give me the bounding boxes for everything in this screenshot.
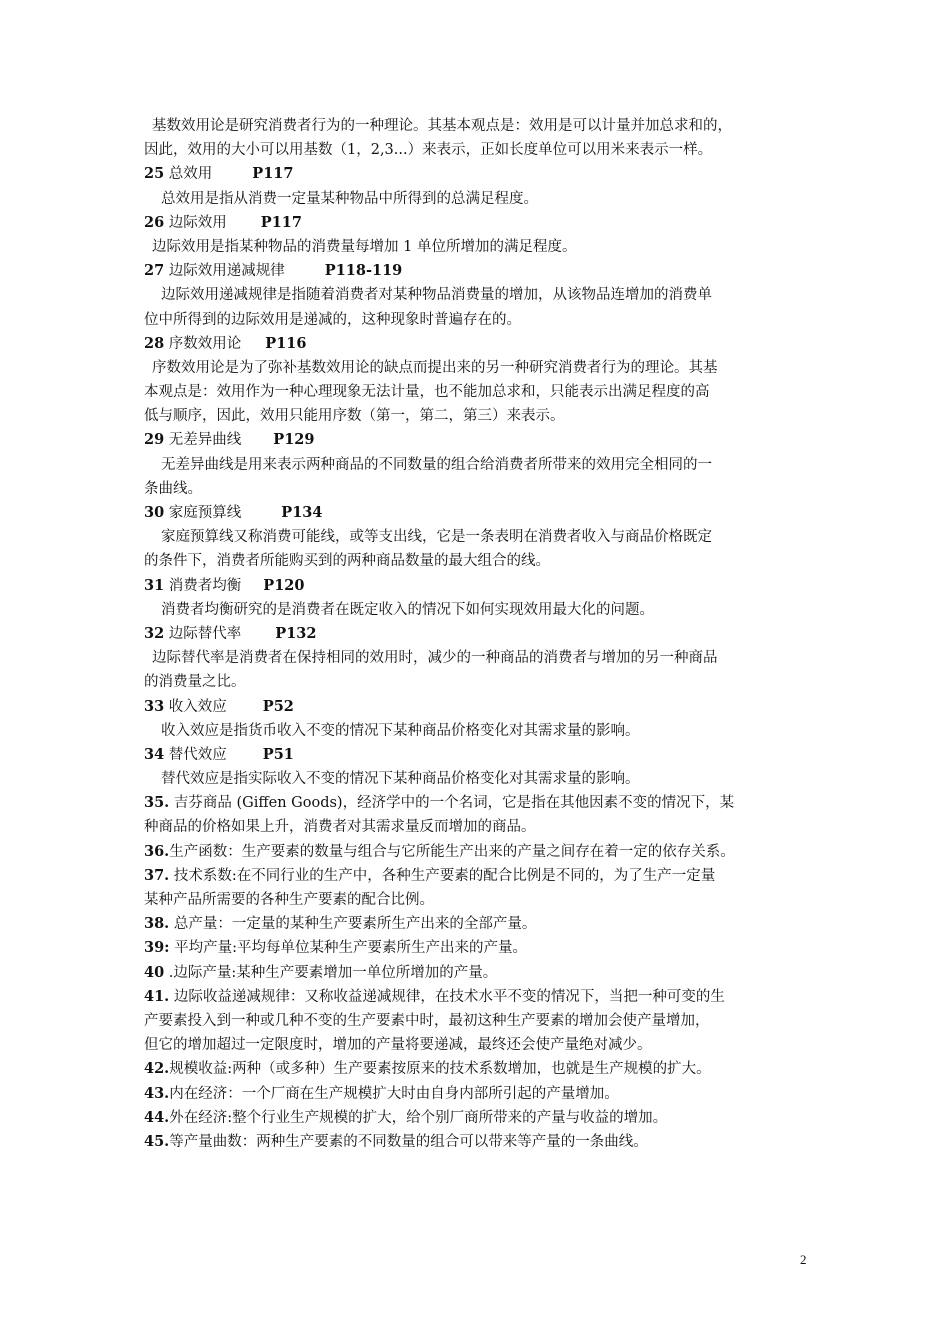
page-reference: P52 — [262, 697, 294, 715]
page-reference: P134 — [281, 504, 323, 521]
paragraph-line: 消费者均衡研究的是消费者在既定收入的情况下如何实现效用最大化的问题。 — [161, 601, 654, 618]
section-term: 消费者均衡 — [168, 577, 242, 594]
page-reference: P51 — [262, 745, 294, 763]
item-number: 45. — [144, 1132, 170, 1150]
section-heading — [144, 501, 812, 525]
item-number: 37. — [144, 866, 170, 884]
paragraph-line: 低与顺序，因此，效用只能用序数（第一，第二，第三）来表示。 — [144, 408, 565, 425]
definition-line — [144, 1057, 812, 1081]
definition-line — [144, 961, 812, 985]
item-number: 41. — [144, 987, 170, 1005]
definition-text: 等产量曲数：两种生产要素的不同数量的组合可以带来等产量的一条曲线。 — [169, 1133, 648, 1150]
section-term: 边际替代率 — [168, 625, 242, 642]
paragraph-line: 本观点是：效用作为一种心理现象无法计量，也不能加总求和，只能表示出满足程度的高 — [144, 384, 710, 401]
page-reference: P120 — [263, 576, 305, 594]
item-number: 42. — [144, 1060, 170, 1078]
paragraph-line: 种商品的价格如果上升，消费者对其需求量反而增加的商品。 — [144, 819, 536, 836]
page-number: 2 — [800, 1252, 807, 1267]
page-reference: P132 — [275, 624, 317, 642]
definition-text: 边际收益递减规律：又称收益递减规律，在技术水平不变的情况下，当把一种可变的生 — [169, 988, 725, 1005]
paragraph-line: 基数效用论是研究消费者行为的一种理论。其基本观点是：效用是可以计量并加总求和的， — [152, 118, 732, 134]
paragraph-line: 序数效用论是为了弥补基数效用论的缺点而提出来的另一种研究消费者行为的理论。其基 — [152, 359, 718, 376]
item-number: 43. — [144, 1084, 170, 1102]
section-number: 27 — [144, 262, 165, 280]
page-reference: P117 — [252, 165, 294, 183]
paragraph-line: 因此，效用的大小可以用基数（1，2,3...）来表示，正如长度单位可以用米来表示一样。 — [144, 142, 713, 159]
page-reference: P116 — [265, 334, 307, 352]
paragraph-line: 条曲线。 — [144, 480, 202, 497]
section-heading — [144, 622, 812, 646]
definition-text: 生产函数：生产要素的数量与组合与它所能生产出来的产量之间存在着一定的依存关系。 — [169, 843, 735, 860]
paragraph-line: 替代效应是指实际收入不变的情况下某种商品价格变化对其需求量的影响。 — [161, 771, 640, 788]
page-reference: P118-119 — [324, 262, 403, 280]
item-number: 38. — [144, 915, 170, 933]
document-body — [144, 114, 812, 1154]
section-number: 25 — [144, 165, 165, 183]
section-term: 无差异曲线 — [168, 432, 242, 449]
paragraph-line: 边际替代率是消费者在保持相同的效用时，减少的一种商品的消费者与增加的另一种商品 — [152, 650, 718, 667]
paragraph-line: 位中所得到的边际效用是递减的，这种现象时普遍存在的。 — [144, 311, 521, 328]
section-term: 家庭预算线 — [168, 505, 242, 521]
definition-text: .边际产量:某种生产要素增加一单位所增加的产量。 — [164, 964, 498, 981]
definition-line — [144, 1106, 812, 1130]
section-term: 替代效应 — [168, 746, 227, 763]
section-term: 边际效用递减规律 — [168, 263, 285, 280]
definition-line — [144, 936, 812, 960]
definition-line — [144, 985, 812, 1009]
section-heading — [144, 743, 812, 767]
section-term: 边际效用 — [168, 214, 227, 231]
paragraph-line: 边际效用递减规律是指随着消费者对某种物品消费量的增加，从该物品连增加的消费单 — [161, 287, 712, 304]
page-reference: P117 — [260, 213, 302, 231]
section-term: 收入效应 — [168, 698, 227, 715]
definition-text: 内在经济：一个厂商在生产规模扩大时由自身内部所引起的产量增加。 — [169, 1085, 619, 1102]
paragraph-line: 无差异曲线是用来表示两种商品的不同数量的组合给消费者所带来的效用完全相同的一 — [161, 456, 712, 473]
section-heading — [144, 574, 812, 598]
section-heading — [144, 211, 812, 235]
definition-text: 吉芬商品 (Giffen Goods)，经济学中的一个名词，它是指在其他因素不变的情况下，某 — [169, 795, 735, 812]
section-term: 总效用 — [168, 166, 213, 183]
definition-line — [144, 1130, 812, 1154]
paragraph-line: 边际效用是指某种物品的消费量每增加 1 单位所增加的满足程度。 — [152, 238, 577, 255]
section-number: 31 — [144, 576, 165, 594]
section-heading — [144, 428, 812, 452]
section-heading — [144, 162, 812, 186]
item-number: 35. — [144, 794, 170, 812]
definition-text: 技术系数:在不同行业的生产中，各种生产要素的配合比例是不同的，为了生产一定量 — [169, 867, 716, 884]
paragraph-line: 某种产品所需要的各种生产要素的配合比例。 — [144, 892, 434, 908]
definition-line — [144, 1082, 812, 1106]
definition-line — [144, 791, 812, 815]
section-number: 26 — [144, 213, 165, 231]
definition-line — [144, 840, 812, 864]
definition-line — [144, 912, 812, 936]
section-heading — [144, 695, 812, 719]
section-number: 34 — [144, 745, 165, 763]
paragraph-line: 的条件下，消费者所能购买到的两种商品数量的最大组合的线。 — [144, 553, 550, 570]
section-number: 30 — [144, 504, 165, 521]
item-number: 36. — [144, 842, 170, 860]
item-number: 39: — [144, 939, 170, 957]
section-term: 序数效用论 — [168, 335, 242, 352]
section-number: 32 — [144, 624, 165, 642]
paragraph-line: 但它的增加超过一定限度时，增加的产量将要递减，最终还会使产量绝对减少。 — [144, 1037, 652, 1054]
page-reference: P129 — [273, 431, 315, 449]
definition-line — [144, 864, 812, 888]
section-heading — [144, 259, 812, 283]
paragraph-line: 家庭预算线又称消费可能线，或等支出线，它是一条表明在消费者收入与商品价格既定 — [161, 529, 712, 546]
definition-text: 平均产量:平均每单位某种生产要素所生产出来的产量。 — [169, 940, 528, 957]
definition-text: 规模收益:两种（或多种）生产要素按原来的技术系数增加，也就是生产规模的扩大。 — [169, 1061, 711, 1078]
paragraph-line: 收入效应是指货币收入不变的情况下某种商品价格变化对其需求量的影响。 — [161, 722, 640, 739]
section-number: 33 — [144, 697, 165, 715]
paragraph-line: 总效用是指从消费一定量某种物品中所得到的总满足程度。 — [161, 190, 538, 207]
section-heading — [144, 332, 812, 356]
section-number: 29 — [144, 431, 165, 449]
item-number: 40 — [144, 963, 165, 981]
paragraph-line: 产要素投入到一种或几种不变的生产要素中时，最初这种生产要素的增加会使产量增加， — [144, 1012, 710, 1029]
definition-text: 总产量：一定量的某种生产要素所生产出来的全部产量。 — [169, 916, 537, 933]
definition-text: 外在经济:整个行业生产规模的扩大，给个别厂商所带来的产量与收益的增加。 — [169, 1109, 668, 1126]
item-number: 44. — [144, 1108, 170, 1126]
section-number: 28 — [144, 334, 165, 352]
paragraph-line: 的消费量之比。 — [144, 674, 246, 691]
